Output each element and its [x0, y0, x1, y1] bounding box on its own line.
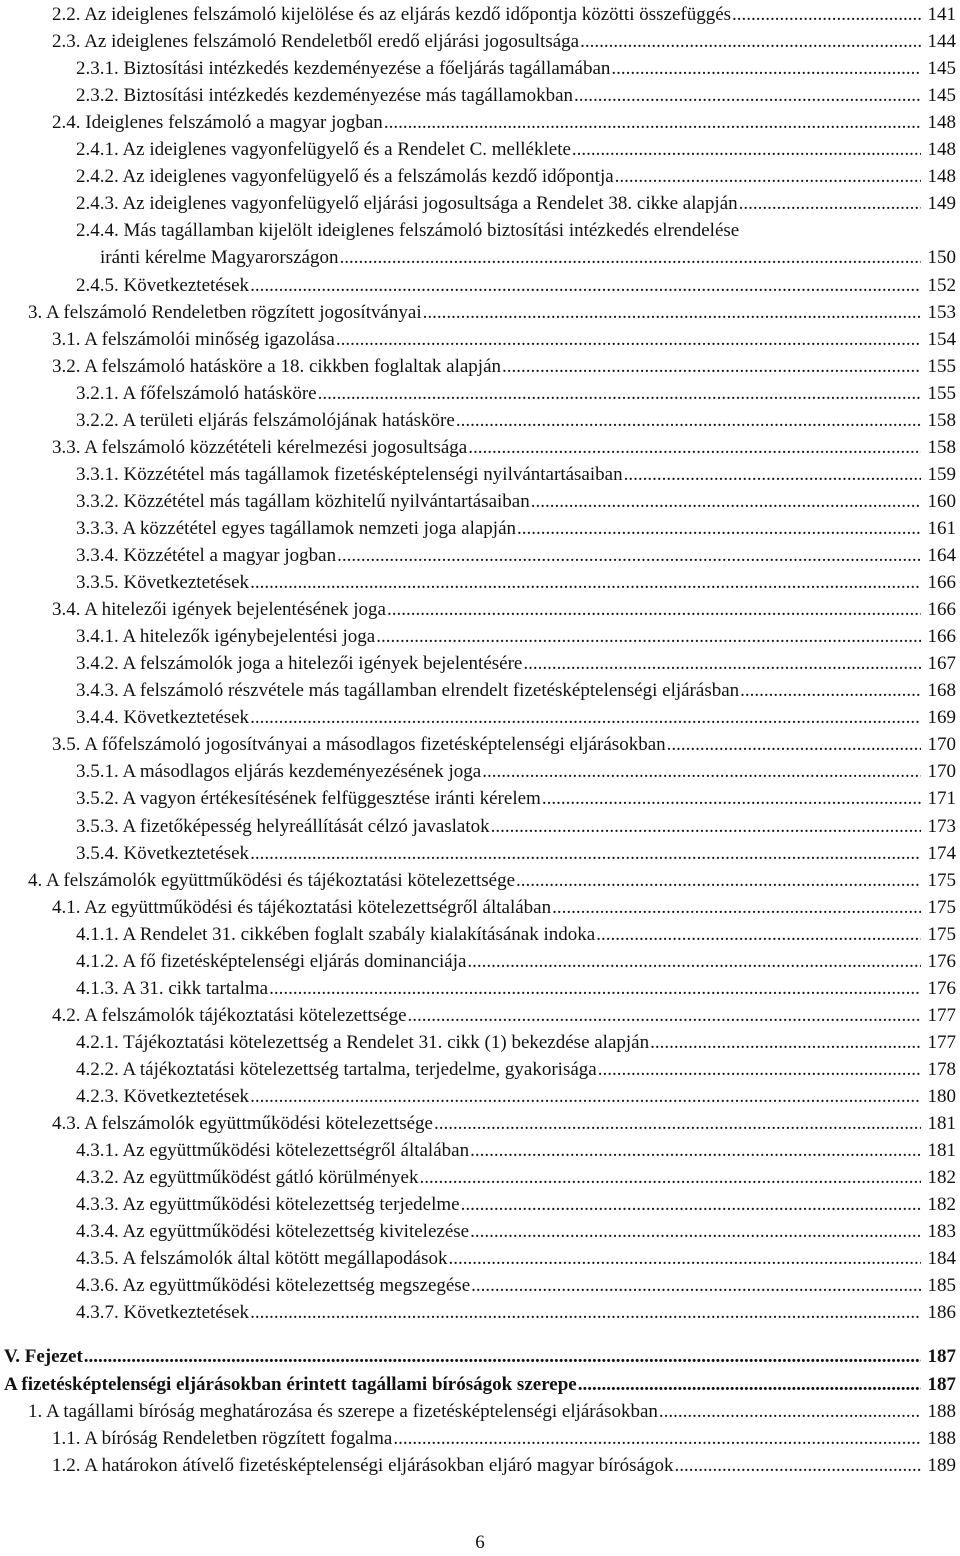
dot-leader — [471, 1272, 921, 1299]
toc-entry-label: 3.4.3. A felszámoló részvétele más tagállamban elrendelt fizetésképtelenségi eljárásban — [76, 680, 740, 702]
dot-leader — [387, 596, 921, 623]
toc-entry-label: 3.5.2. A vagyon értékesítésének felfüggesztése iránti kérelem — [76, 788, 541, 810]
toc-entry-label: 4.3.5. A felszámolók által kötött megállapodások — [76, 1248, 448, 1270]
dot-leader — [732, 1, 921, 28]
toc-entry-label: 4.1.3. A 31. cikk tartalma — [76, 977, 269, 999]
dot-leader — [502, 353, 921, 380]
toc-entry-label: 4.1. Az együttműködési és tájékoztatási kötelezettségről általában — [52, 896, 552, 918]
dot-leader — [384, 109, 921, 136]
toc-entry[interactable] — [52, 1, 956, 28]
toc-entry-page: 168 — [927, 680, 956, 702]
dot-leader — [675, 1452, 921, 1479]
toc-entry-label: 3.5.1. A másodlagos eljárás kezdeményezésének joga — [76, 761, 482, 783]
toc-entry-page: 181 — [927, 1113, 956, 1135]
toc-entry-page: 188 — [927, 1427, 956, 1449]
toc-entry-page: 173 — [927, 815, 956, 837]
dot-leader — [659, 1398, 921, 1425]
dot-leader — [84, 1343, 921, 1370]
toc-entry[interactable] — [76, 1164, 956, 1191]
toc-entry-page: 166 — [927, 626, 956, 648]
toc-entry-label: 3.2.1. A főfelszámoló hatásköre — [76, 382, 317, 404]
toc-entry-page: 148 — [927, 112, 956, 134]
toc-entry-label: 2.4.3. Az ideiglenes vagyonfelügyelő eljárási jogosultsága a Rendelet 38. cikke alapján — [76, 193, 738, 215]
toc-entry[interactable] — [76, 758, 956, 785]
toc-entry[interactable] — [76, 1218, 956, 1245]
dot-leader — [250, 840, 921, 867]
toc-entry[interactable] — [52, 1002, 956, 1029]
toc-entry-page: 180 — [927, 1086, 956, 1107]
dot-leader — [269, 975, 921, 1002]
toc-entry[interactable] — [52, 109, 956, 136]
dot-leader — [250, 1083, 921, 1110]
dot-leader — [739, 190, 921, 217]
toc-entry-label: 2.4.5. Következtetések — [76, 274, 250, 296]
toc-entry-label: 3.1. A felszámolói minőség igazolása — [52, 328, 335, 350]
dot-leader — [542, 785, 921, 812]
dot-leader — [448, 1245, 921, 1272]
toc-entry-label: 4. A felszámolók együttműködési és tájékoztatási kötelezettsége — [28, 869, 515, 891]
toc-entry-label: 3.4.1. A hitelezők igénybejelentési joga — [76, 626, 376, 648]
toc-entry-label: 4.1.2. A fő fizetésképtelenségi eljárás dominanciája — [76, 950, 467, 972]
toc-entry[interactable] — [100, 244, 956, 271]
toc-entry[interactable] — [76, 623, 956, 650]
dot-leader — [491, 813, 921, 840]
toc-entry-label: 4.3. A felszámolók együttműködési kötelezettsége — [52, 1113, 433, 1135]
toc-entry-page: 178 — [927, 1058, 956, 1080]
toc-entry[interactable] — [28, 299, 956, 326]
toc-entry[interactable] — [76, 1083, 956, 1110]
toc-entry-label: 3.3.3. A közzététel egyes tagállamok nemzeti joga alapján — [76, 517, 517, 539]
toc-entry[interactable] — [76, 1056, 956, 1083]
dot-leader — [339, 244, 921, 271]
dot-leader — [250, 704, 921, 731]
toc-entry-page: 177 — [927, 1031, 956, 1053]
toc-entry-page: 182 — [927, 1194, 956, 1216]
toc-entry[interactable] — [76, 380, 956, 407]
toc-entry-label: 4.3.1. Az együttműködési kötelezettségről általában — [76, 1140, 470, 1162]
dot-leader — [517, 515, 921, 542]
toc-entry-label: 3.5.3. A fizetőképesség helyreállítását célzó javaslatok — [76, 815, 490, 837]
toc-entry[interactable] — [76, 704, 956, 731]
dot-leader — [434, 1110, 921, 1137]
toc-entry-page: 182 — [927, 1167, 956, 1189]
toc-entry-label: 2.3.1. Biztosítási intézkedés kezdeményezése a főeljárás tagállamában — [76, 58, 611, 80]
toc-entry-label: 4.3.3. Az együttműködési kötelezettség terjedelme — [76, 1194, 460, 1216]
toc-entry-label: 4.2. A felszámolók tájékoztatási kötelezettsége — [52, 1004, 407, 1026]
toc-entry[interactable] — [4, 1371, 956, 1398]
dot-leader — [423, 299, 921, 326]
toc-entry-label: 4.3.6. Az együttműködési kötelezettség megszegése — [76, 1275, 471, 1297]
toc-entry-label: A fizetésképtelenségi eljárásokban érintett tagállami bíróságok szerepe — [4, 1373, 577, 1395]
toc-entry-page: 184 — [927, 1248, 956, 1270]
toc-entry[interactable] — [76, 677, 956, 704]
toc-entry-page: 145 — [927, 85, 956, 107]
toc-entry-page: 155 — [927, 382, 956, 404]
toc-entry[interactable] — [52, 434, 956, 461]
toc-entry-page: 170 — [927, 761, 956, 783]
toc-entry-page: 188 — [927, 1400, 956, 1422]
toc-entry-page: 161 — [927, 517, 956, 539]
toc-entry-page: 170 — [927, 734, 956, 756]
toc-entry-page: 155 — [927, 355, 956, 377]
dot-leader — [393, 1425, 921, 1452]
toc-entry-label: 3.3.4. Közzététel a magyar jogban — [76, 545, 337, 566]
toc-entry-label: 3.4.2. A felszámolók joga a hitelezői igények bejelentésére — [76, 653, 523, 675]
toc-entry[interactable] — [76, 975, 956, 1002]
toc-entry-label: 2.3.2. Biztosítási intézkedés kezdeményezése más tagállamokban — [76, 85, 573, 107]
toc-entry-page: 189 — [927, 1454, 956, 1476]
toc-entry-label: 2.3. Az ideiglenes felszámoló Rendeletből eredő eljárási jogosultsága — [52, 31, 580, 53]
dot-leader — [461, 1191, 921, 1218]
toc-entry-page: 187 — [927, 1373, 956, 1395]
toc-entry-page: 141 — [927, 4, 956, 25]
toc-entry-label: 4.2.1. Tájékoztatási kötelezettség a Rendelet 31. cikk (1) bekezdése alapján — [76, 1031, 650, 1053]
dot-leader — [456, 407, 921, 434]
toc-entry-page: 158 — [927, 436, 956, 458]
toc-entry[interactable] — [76, 921, 956, 948]
dot-leader — [580, 28, 921, 55]
toc-entry-page: 177 — [927, 1004, 956, 1026]
toc-entry-label: 3.5.4. Következtetések — [76, 842, 250, 864]
toc-entry[interactable] — [76, 163, 956, 190]
toc-entry[interactable] — [52, 1110, 956, 1137]
toc-entry-label: 4.1.1. A Rendelet 31. cikkében foglalt szabály kialakításának indoka — [76, 923, 596, 945]
dot-leader — [467, 948, 921, 975]
toc-entry[interactable] — [52, 731, 956, 758]
dot-leader — [376, 623, 921, 650]
toc-entry-label: 3. A felszámoló Rendeletben rögzített jogosítványai — [28, 301, 422, 323]
dot-leader — [611, 55, 921, 82]
toc-entry[interactable] — [52, 1452, 956, 1479]
toc-entry-page: 176 — [927, 950, 956, 972]
dot-leader — [596, 921, 921, 948]
dot-leader — [572, 136, 921, 163]
toc-entry-page: 174 — [927, 842, 956, 864]
toc-entry[interactable] — [76, 542, 956, 569]
dot-leader — [552, 894, 921, 921]
toc-entry-label: 4.3.2. Az együttműködést gátló körülmények — [76, 1167, 419, 1189]
toc-entry[interactable] — [76, 407, 956, 434]
toc-entry-page: 187 — [927, 1346, 956, 1368]
toc-entry[interactable] — [52, 596, 956, 623]
toc-entry-page: 150 — [927, 247, 956, 269]
toc-entry-label: V. Fejezet — [4, 1346, 83, 1368]
toc-entry-page: 185 — [927, 1275, 956, 1297]
toc-entry-page: 152 — [927, 274, 956, 296]
dot-leader — [598, 1056, 921, 1083]
toc-entry[interactable] — [76, 461, 956, 488]
toc-entry-label: 3.4.4. Következtetések — [76, 707, 250, 729]
toc-entry[interactable] — [76, 569, 956, 596]
toc-entry-label: 2.4.1. Az ideiglenes vagyonfelügyelő és a Rendelet C. melléklete — [76, 139, 571, 161]
toc-entry-label: 3.3.2. Közzététel más tagállam közhitelű nyilvántartásaiban — [76, 490, 530, 512]
toc-entry[interactable] — [76, 1245, 956, 1272]
dot-leader — [624, 461, 921, 488]
toc-entry-page: 175 — [927, 923, 956, 945]
toc-entry[interactable] — [76, 813, 956, 840]
page-number: 6 — [475, 1532, 485, 1553]
toc-entry-label: 2.2. Az ideiglenes felszámoló kijelölése és az eljárás kezdő időpontja közötti összefüggés — [52, 4, 732, 25]
toc-entry-label: 3.2. A felszámoló hatásköre a 18. cikkben foglaltak alapján — [52, 355, 501, 377]
dot-leader — [337, 542, 921, 569]
dot-leader — [470, 1137, 921, 1164]
toc-entry-label: 4.3.7. Következtetések — [76, 1302, 250, 1324]
toc-entry-label: 1.2. A határokon átívelő fizetésképtelenségi eljárásokban eljáró magyar bíróságok — [52, 1454, 674, 1476]
toc-entry-page: 148 — [927, 166, 956, 188]
toc-entry-label: 3.2.2. A területi eljárás felszámolójának hatásköre — [76, 409, 455, 431]
toc-entry[interactable] — [4, 1343, 956, 1370]
toc-entry-label: 4.2.2. A tájékoztatási kötelezettség tartalma, terjedelme, gyakorisága — [76, 1058, 597, 1080]
dot-leader — [408, 1002, 921, 1029]
toc-entry-label: 3.4. A hitelezői igények bejelentésének joga — [52, 599, 386, 621]
dot-leader — [531, 488, 921, 515]
toc-entry[interactable] — [76, 1299, 956, 1326]
toc-entry[interactable] — [76, 272, 956, 299]
toc-entry-page: 183 — [927, 1221, 956, 1243]
toc-entry[interactable] — [76, 82, 956, 109]
toc-entry-page: 160 — [927, 490, 956, 512]
dot-leader — [250, 569, 921, 596]
toc-entry-label: 4.2.3. Következtetések — [76, 1086, 250, 1107]
toc-entry-label: 3.3.5. Következtetések — [76, 572, 250, 594]
dot-leader — [667, 731, 921, 758]
toc-entry-line: 2.4.4. Más tagállamban kijelölt ideiglenes felszámoló biztosítási intézkedés elrendelése — [76, 220, 740, 242]
toc-entry-label: 3.5. A főfelszámoló jogosítványai a másodlagos fizetésképtelenségi eljárásokban — [52, 734, 666, 756]
toc-entry-page: 166 — [927, 572, 956, 594]
toc-entry[interactable] — [76, 650, 956, 677]
toc-entry-label: 3.3. A felszámoló közzétételi kérelmezési jogosultsága — [52, 436, 468, 458]
toc-entry-label: 3.3.1. Közzététel más tagállamok fizetésképtelenségi nyilvántartásaiban — [76, 463, 623, 485]
toc-entry-page: 149 — [927, 193, 956, 215]
toc-entry-page: 164 — [927, 545, 956, 566]
toc-entry-page: 171 — [927, 788, 956, 810]
toc-entry[interactable] — [52, 28, 956, 55]
toc-entry[interactable] — [76, 55, 956, 82]
toc-entry-page: 181 — [927, 1140, 956, 1162]
dot-leader — [470, 1218, 921, 1245]
toc-entry-page: 144 — [927, 31, 956, 53]
toc-entry[interactable] — [76, 1191, 956, 1218]
toc-entry[interactable] — [76, 515, 956, 542]
dot-leader — [318, 380, 921, 407]
toc-entry-page: 176 — [927, 977, 956, 999]
toc-entry-page: 154 — [927, 328, 956, 350]
toc-entry-page: 175 — [927, 869, 956, 891]
toc-entry-page: 166 — [927, 599, 956, 621]
toc-entry[interactable] — [28, 1398, 956, 1425]
toc-entry[interactable] — [76, 136, 956, 163]
toc-entry-page: 175 — [927, 896, 956, 918]
toc-entry[interactable] — [76, 948, 956, 975]
dot-leader — [615, 163, 921, 190]
toc-entry-label: 1.1. A bíróság Rendeletben rögzített fogalma — [52, 1427, 393, 1449]
dot-leader — [650, 1029, 921, 1056]
dot-leader — [468, 434, 921, 461]
toc-entry-label: 1. A tagállami bíróság meghatározása és szerepe a fizetésképtelenségi eljárásokban — [28, 1400, 658, 1422]
toc-entry[interactable] — [76, 840, 956, 867]
toc-entry[interactable] — [76, 785, 956, 812]
dot-leader — [336, 326, 921, 353]
toc-entry[interactable] — [52, 326, 956, 353]
toc-entry[interactable] — [76, 1272, 956, 1299]
toc-entry-page: 145 — [927, 58, 956, 80]
toc-entry[interactable] — [28, 867, 956, 894]
dot-leader — [578, 1371, 921, 1398]
dot-leader — [482, 758, 921, 785]
dot-leader — [523, 650, 921, 677]
toc-entry-label: 2.4. Ideiglenes felszámoló a magyar jogban — [52, 112, 383, 134]
toc-entry-page: 167 — [927, 653, 956, 675]
toc-entry-page: 158 — [927, 409, 956, 431]
toc-entry[interactable] — [52, 894, 956, 921]
toc-entry-label: iránti kérelme Magyarországon — [100, 247, 339, 269]
toc-entry-label: 4.3.4. Az együttműködési kötelezettség kivitelezése — [76, 1221, 470, 1243]
toc-entry[interactable] — [76, 1029, 956, 1056]
toc-entry[interactable] — [52, 1425, 956, 1452]
toc-entry[interactable] — [76, 1137, 956, 1164]
dot-leader — [574, 82, 921, 109]
dot-leader — [250, 1299, 921, 1326]
toc-entry-page: 148 — [927, 139, 956, 161]
toc-entry[interactable] — [76, 190, 956, 217]
toc-entry-page: 159 — [927, 463, 956, 485]
dot-leader — [516, 867, 921, 894]
toc-entry[interactable] — [52, 353, 956, 380]
toc-entry-page: 186 — [927, 1302, 956, 1324]
toc-entry[interactable] — [76, 488, 956, 515]
toc-entry-page: 153 — [927, 301, 956, 323]
dot-leader — [740, 677, 921, 704]
toc-entry-page: 169 — [927, 707, 956, 729]
dot-leader — [419, 1164, 921, 1191]
toc-entry-label: 2.4.2. Az ideiglenes vagyonfelügyelő és a felszámolás kezdő időpontja — [76, 166, 614, 188]
dot-leader — [250, 272, 921, 299]
